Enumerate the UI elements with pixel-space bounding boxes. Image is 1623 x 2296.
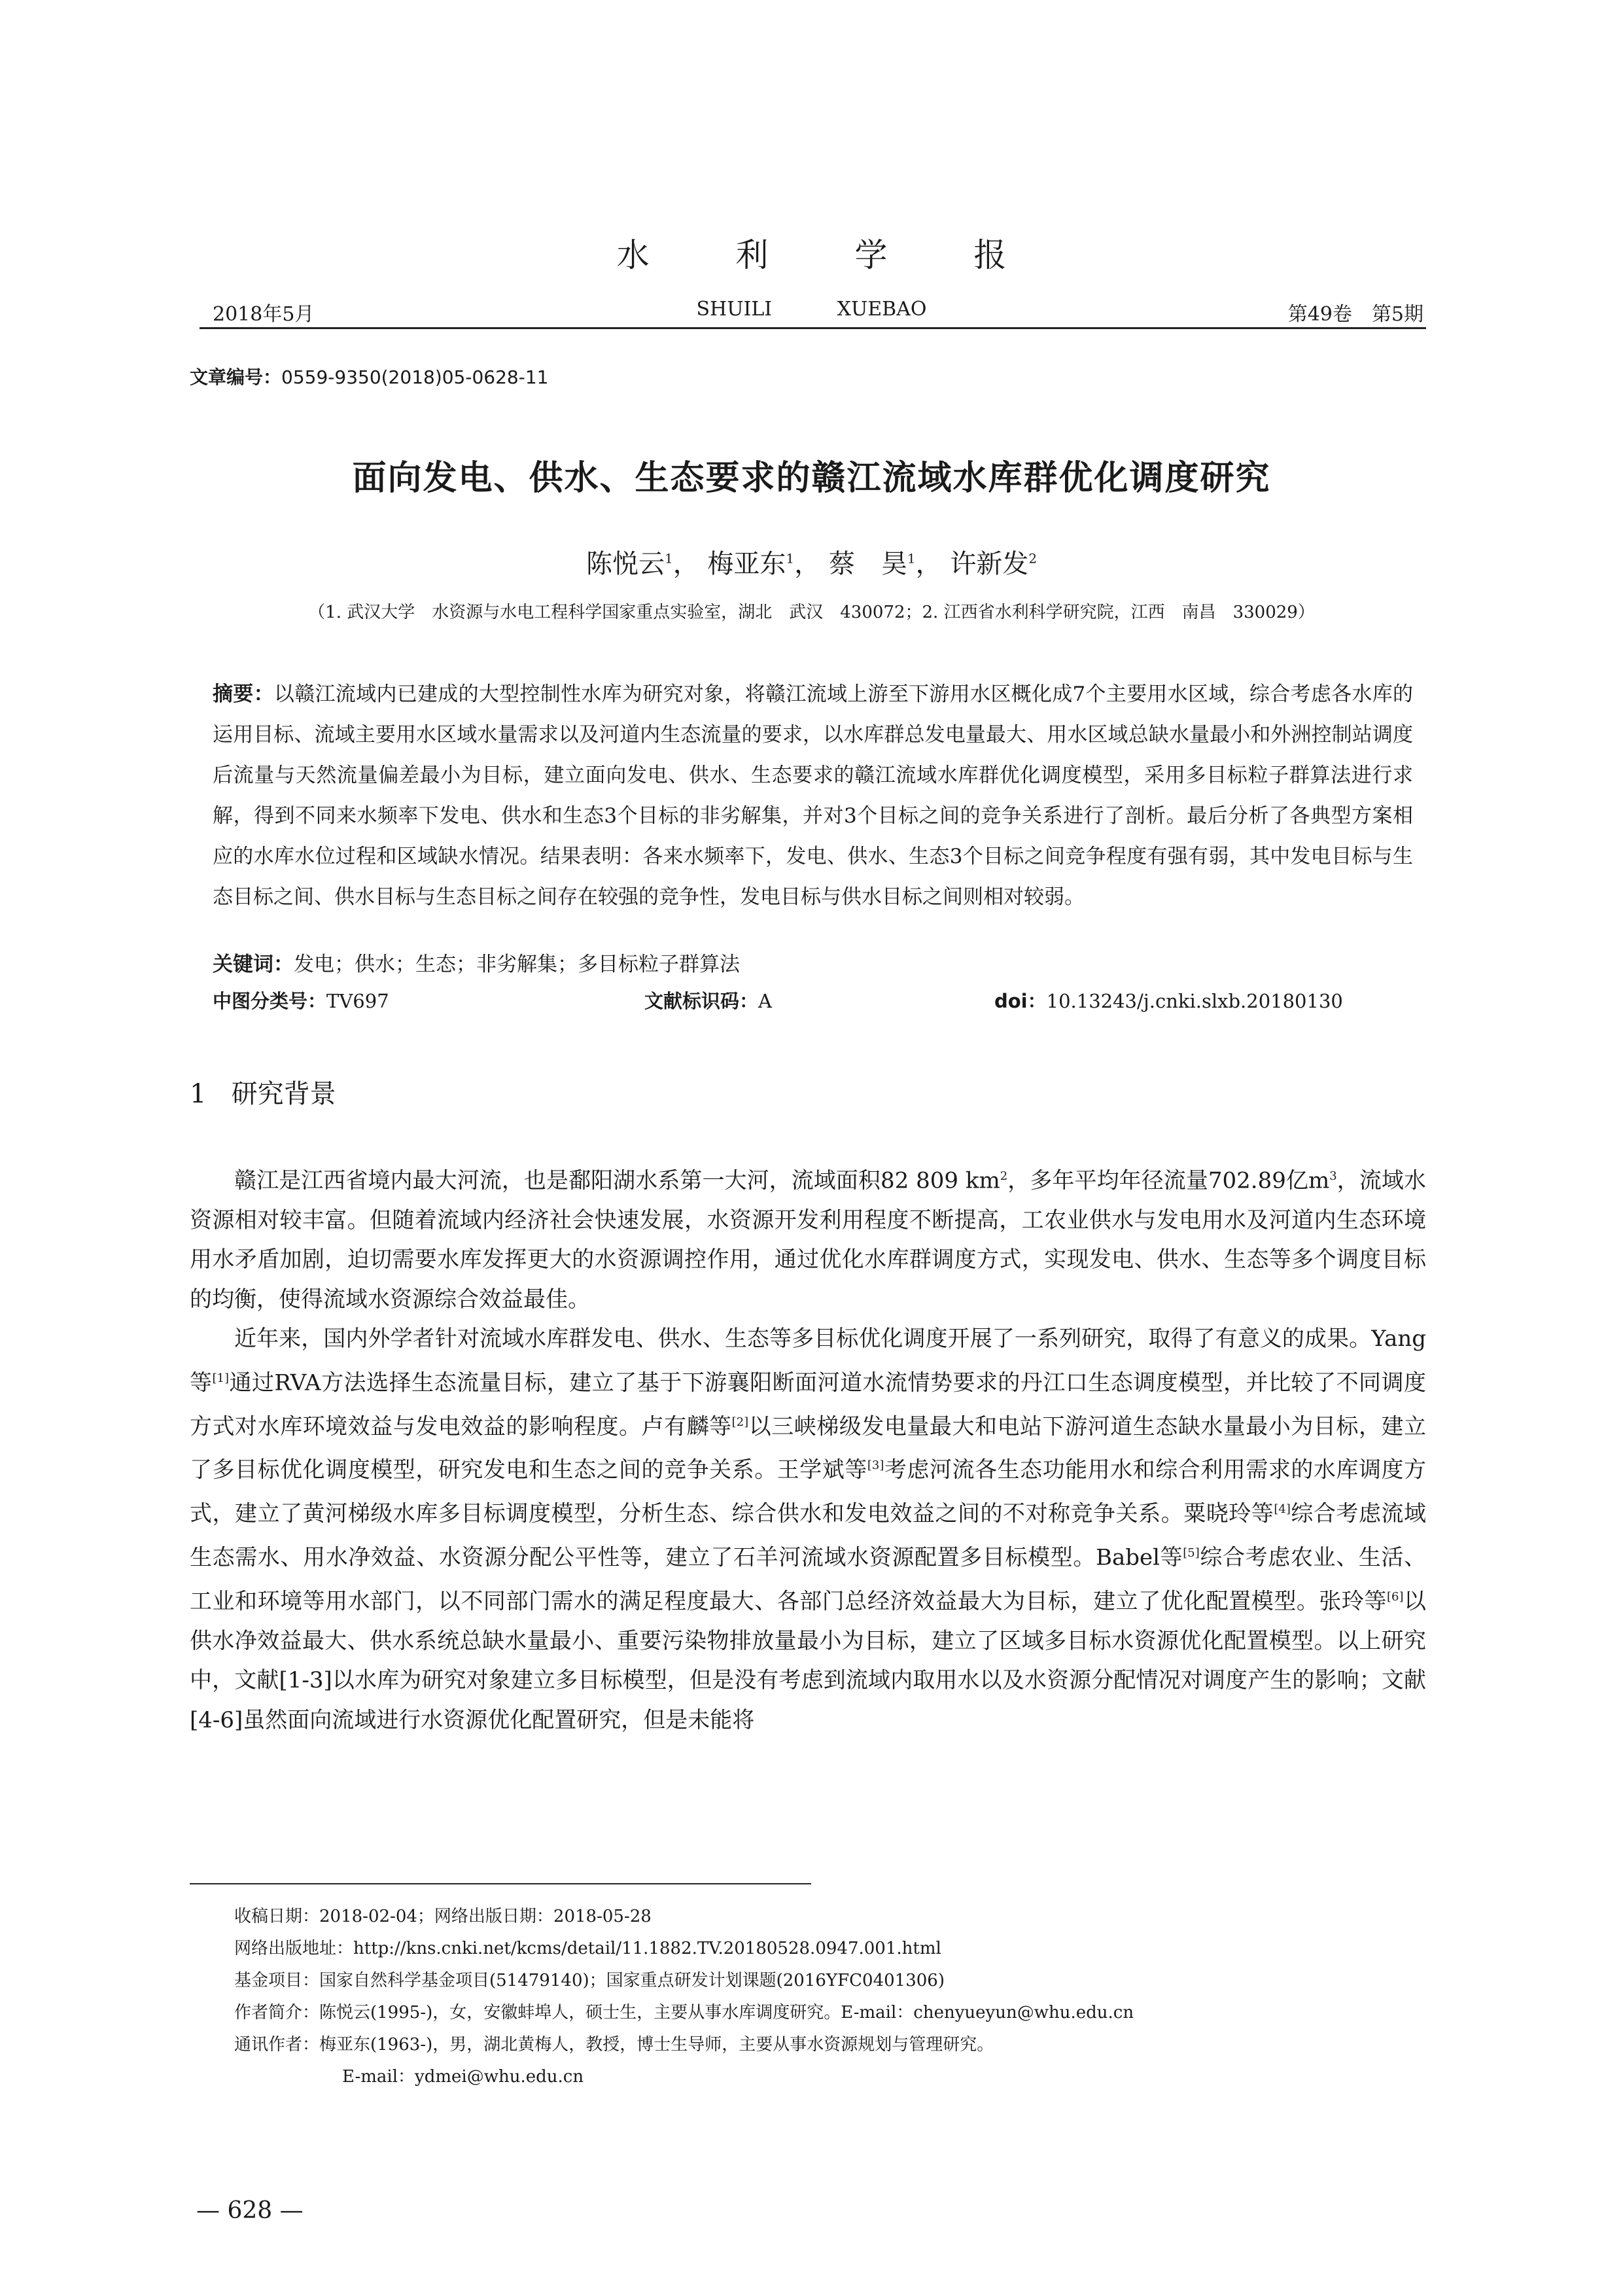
doi-value: 10.13243/j.cnki.slxb.20180130 [1046, 990, 1343, 1012]
received-date: 收稿日期：2018-02-04；网络出版日期：2018-05-28 [234, 1907, 652, 1926]
citation: [5] [1183, 1546, 1200, 1561]
citation: [2] [731, 1415, 749, 1429]
text-run: ，多年平均年径流量702.89亿m [1007, 1167, 1330, 1194]
keywords-text: 发电；供水；生态；非劣解集；多目标粒子群算法 [294, 953, 740, 976]
paragraph [190, 1157, 1426, 1319]
issue-date: 2018年5月 [213, 303, 315, 326]
text-run: 近年来，国内外学者针对流域水库群发电、供水、生态等多目标优化调度开展了一系列研究，取得了有意义的成果。Yang等 [190, 1326, 1426, 1396]
clc-label: 中图分类号： [213, 990, 327, 1012]
corresponding-author: 通讯作者：梅亚东(1963-)，男，湖北黄梅人，教授，博士生导师，主要从事水资源规划与管理研究。 [234, 2035, 994, 2055]
text-run: 考虑河流各生态功能用水和综合利用需求的水库调度方式，建立了黄河梯级水库多目标调度模型，分析生态、综合供水和发电效益之间的不对称竞争关系。粟晓玲等 [190, 1457, 1427, 1527]
abstract-label: 摘要： [213, 682, 274, 706]
superscript: 2 [1000, 1169, 1008, 1183]
author-affil-mark: 2 [1028, 550, 1038, 567]
citation: [6] [1386, 1589, 1404, 1604]
paper-title: 面向发电、供水、生态要求的赣江流域水库群优化调度研究 [352, 459, 1271, 498]
author-list [0, 543, 1623, 580]
section-number: 1 [190, 1079, 207, 1109]
text-run: 以供水净效益最大、供水系统总缺水量最小、重要污染物排放量最小为目标，建立了区域多目标水资源优化配置模型。以上研究中，文献[1-3]以水库为研究对象建立多目标模型，但是没有考虑到流域内取用水以及水资源分配情况对调度产生的影响；文献[4-6]虽然面向流域进行水资源优化配置研究，但是未能将 [190, 1588, 1426, 1733]
article-number [190, 363, 548, 389]
author-separator: ， [794, 549, 821, 579]
citation: [3] [867, 1458, 884, 1473]
document-code [644, 987, 772, 1014]
clc-number [213, 987, 389, 1014]
section-title: 研究背景 [231, 1079, 336, 1109]
superscript: 3 [1329, 1169, 1337, 1183]
abstract [213, 674, 1413, 917]
fund-project: 基金项目：国家自然科学基金项目(51479140)；国家重点研发计划课题(2016YFC0401306) [234, 1971, 945, 1990]
volume-issue: 第49卷 第5期 [1287, 303, 1423, 326]
clc-value: TV697 [326, 990, 389, 1012]
body-text [190, 1157, 1426, 1740]
author-intro: 作者简介：陈悦云(1995-)，女，安徽蚌埠人，硕士生，主要从事水库调度研究。E-mail：chenyueyun@whu.edu.cn [234, 2003, 1134, 2022]
doi-label: doi： [994, 990, 1047, 1012]
keywords-label: 关键词： [213, 953, 294, 976]
text-run: 赣江是江西省境内最大河流，也是鄱阳湖水系第一大河，流域面积82 809 km [234, 1167, 1000, 1194]
doi [994, 987, 1343, 1014]
citation: [4] [1274, 1502, 1291, 1517]
journal-english-name: SHUILI XUEBAO [696, 298, 927, 321]
keywords [213, 947, 1413, 977]
section-heading [190, 1073, 336, 1110]
journal-title [0, 229, 1623, 276]
affiliations: （1. 武汉大学 水资源与水电工程科学国家重点实验室，湖北 武汉 430072；2. 江西省水利科学研究院，江西 南昌 330029） [308, 603, 1315, 622]
journal-title-char: 学 [854, 236, 888, 274]
journal-title-char: 水 [616, 236, 650, 274]
document-code-value: A [758, 990, 772, 1012]
abstract-text: 以赣江流域内已建成的大型控制性水库为研究对象，将赣江流域上游至下游用水区概化成7个主要用水区域，综合考虑各水库的运用目标、流域主要用水区域水量需求以及河道内生态流量的要求，以水库群总发电量最大、用水区域总缺水量最小和外洲控制站调度后流量与天然流量偏差最小为目标，建立面向发电、供水、生态要求的赣江流域水库群优化调度模型，采用多目标粒子群算法进行求解，得到不同来水频率下发电、供水和生态3个目标的非劣解集，并对3个目标之间的竞争关系进行了剖析。最后分析了各典型方案相应的水库水位过程和区域缺水情况。结果表明：各来水频率下，发电、供水、生态3个目标之间竞争程度有强有弱，其中发电目标与生态目标之间、供水目标与生态目标之间存在较强的竞争性，发电目标与供水目标之间则相对较弱。 [213, 682, 1414, 909]
footnotes [234, 1901, 1134, 2093]
citation: [1] [212, 1371, 229, 1385]
author-name: 许新发 [950, 549, 1029, 579]
author-affil-mark: 1 [907, 550, 916, 567]
page-number: — 628 — [196, 2197, 304, 2224]
article-number-label: 文章编号： [190, 366, 282, 388]
author-separator: ， [915, 549, 942, 579]
journal-title-char: 报 [973, 236, 1007, 274]
paragraph [190, 1319, 1426, 1740]
text-run: 以三峡梯级发电量最大和电站下游河道生态缺水量最小为目标，建立了多目标优化调度模型，研究发电和生态之间的竞争关系。王学斌等 [190, 1413, 1427, 1483]
footnote-rule [190, 1883, 811, 1884]
text-run: ，流域水资源相对较丰富。但随着流域内经济社会快速发展，水资源开发利用程度不断提高，工农业供水与发电用水及河道内生态环境用水矛盾加剧，迫切需要水库发挥更大的水资源调控作用，通过优化水库群调度方式，实现发电、供水、生态等多个调度目标的均衡，使得流域水资源综合效益最佳。 [190, 1167, 1426, 1313]
journal-title-char: 利 [735, 236, 769, 274]
text-run: 综合考虑流域生态需水、用水净效益、水资源分配公平性等，建立了石羊河流域水资源配置多目标模型。Babel等 [190, 1500, 1427, 1571]
header-rule [200, 327, 1426, 329]
author-name: 蔡 昊 [828, 549, 907, 579]
online-address: 网络出版地址：http://kns.cnki.net/kcms/detail/11.1882.TV.20180528.0947.001.html [234, 1939, 941, 1958]
author-name: 陈悦云 [585, 549, 665, 579]
article-number-value: 0559-9350(2018)05-0628-11 [281, 366, 549, 388]
author-name: 梅亚东 [707, 549, 786, 579]
author-separator: ， [672, 549, 699, 579]
author-affil-mark: 1 [786, 550, 795, 567]
document-code-label: 文献标识码： [644, 990, 759, 1012]
text-run: 通过RVA方法选择生态流量目标，建立了基于下游襄阳断面河道水流情势要求的丹江口生态调度模型，并比较了不同调度方式对水库环境效益与发电效益的影响程度。卢有麟等 [190, 1369, 1427, 1439]
corresponding-email: E-mail：ydmei@whu.edu.cn [342, 2067, 584, 2087]
text-run: 综合考虑农业、生活、工业和环境等用水部门，以不同部门需水的满足程度最大、各部门总经济效益最大为目标，建立了优化配置模型。张玲等 [190, 1544, 1426, 1615]
author-affil-mark: 1 [664, 550, 673, 567]
